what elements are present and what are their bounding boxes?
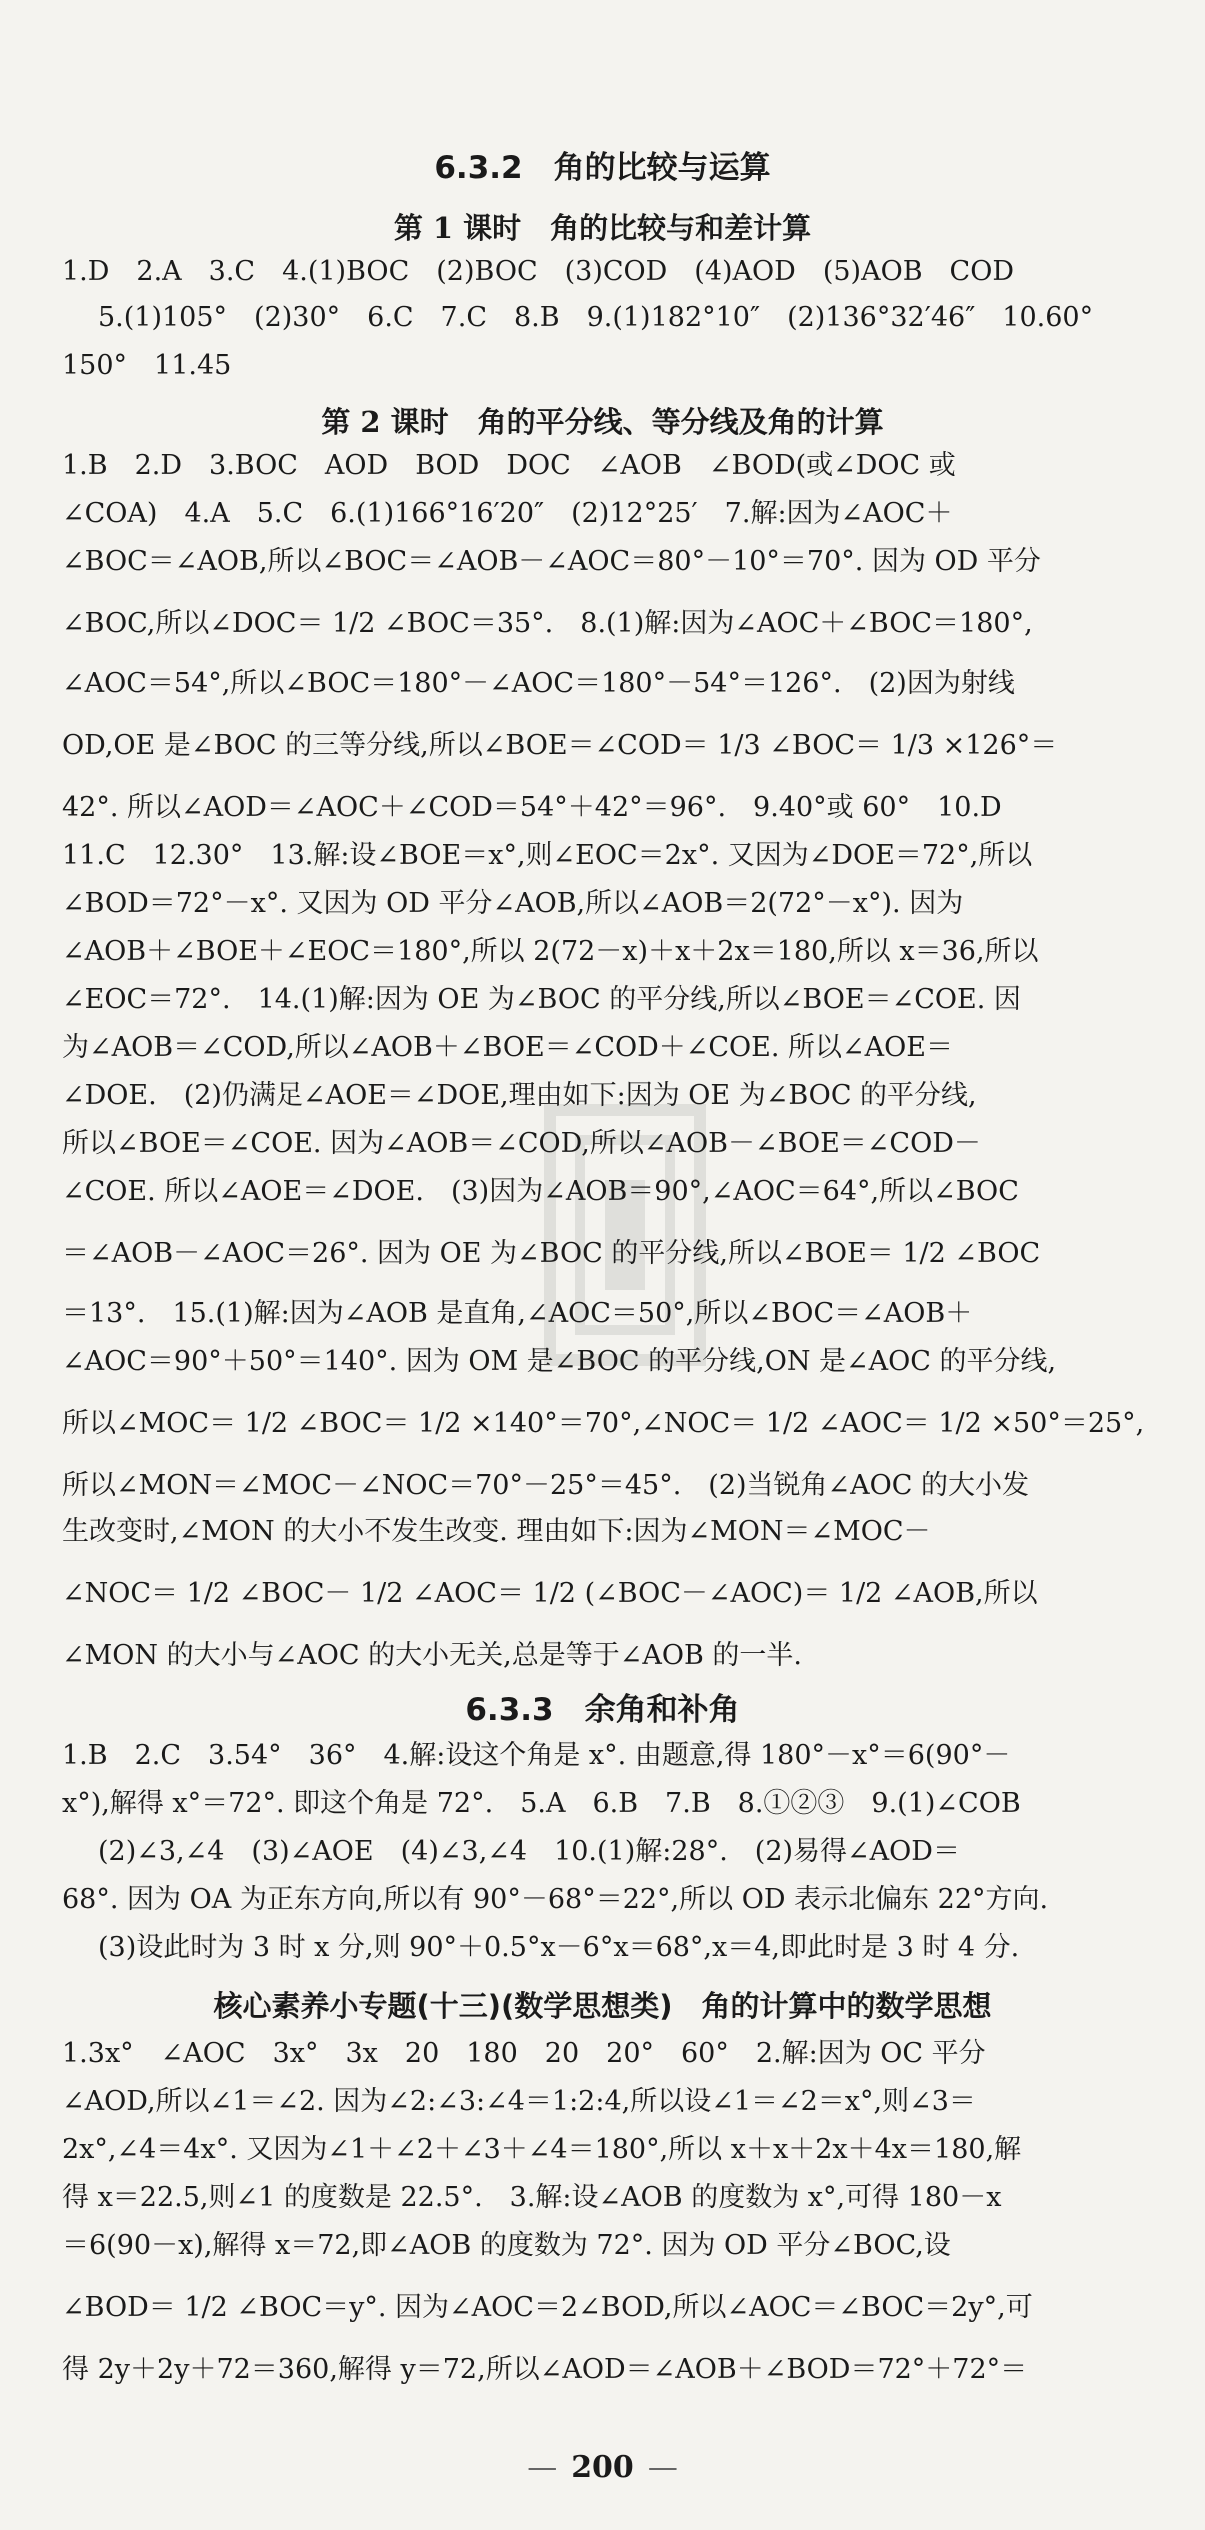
lesson-1-title: 第 1 课时 角的比较与和差计算	[393, 211, 812, 245]
answer-line: 所以∠MON＝∠MOC－∠NOC＝70°－25°＝45°. (2)当锐角∠AOC 的大小发	[62, 1470, 1030, 1501]
answer-line: ∠BOD＝ 1/2 ∠BOC＝y°. 因为∠AOC＝2∠BOD,所以∠AOC＝∠BOC＝2y°,可	[62, 2292, 1033, 2323]
answer-line: 5.(1)105° (2)30° 6.C 7.C 8.B 9.(1)182°10″ (2)136°32′46″ 10.60°	[98, 302, 1094, 333]
special-topic-title: 核心素养小专题(十三)(数学思想类) 角的计算中的数学思想	[213, 1989, 992, 2023]
answer-line: ∠AOB＋∠BOE＋∠EOC＝180°,所以 2(72－x)＋x＋2x＝180,所以 x＝36,所以	[62, 936, 1039, 967]
answer-line: 1.D 2.A 3.C 4.(1)BOC (2)BOC (3)COD (4)AOD (5)AOB COD	[62, 256, 1014, 287]
answer-line: ∠AOD,所以∠1＝∠2. 因为∠2:∠3:∠4＝1:2:4,所以设∠1＝∠2＝x°,则∠3＝	[62, 2086, 976, 2117]
answer-line: x°),解得 x°＝72°. 即这个角是 72°. 5.A 6.B 7.B 8.①②③ 9.(1)∠COB	[62, 1788, 1021, 1819]
answer-line: OD,OE 是∠BOC 的三等分线,所以∠BOE＝∠COD＝ 1/3 ∠BOC＝ 1/3 ×126°＝	[62, 730, 1058, 761]
answer-line: 所以∠MOC＝ 1/2 ∠BOC＝ 1/2 ×140°＝70°,∠NOC＝ 1/2 ∠AOC＝ 1/2 ×50°＝25°,	[62, 1408, 1145, 1439]
answer-line: ∠MON 的大小与∠AOC 的大小无关,总是等于∠AOB 的一半.	[62, 1640, 802, 1671]
answer-line: 1.B 2.C 3.54° 36° 4.解:设这个角是 x°. 由题意,得 180°－x°＝6(90°－	[62, 1740, 1011, 1771]
answer-line: ＝6(90－x),解得 x＝72,即∠AOB 的度数为 72°. 因为 OD 平分∠BOC,设	[62, 2230, 951, 2261]
answer-line: 1.B 2.D 3.BOC AOD BOD DOC ∠AOB ∠BOD(或∠DOC 或	[62, 450, 956, 481]
answer-line: (3)设此时为 3 时 x 分,则 90°＋0.5°x－6°x＝68°,x＝4,即此时是 3 时 4 分.	[98, 1932, 1020, 1963]
answer-line: 得 2y＋2y＋72＝360,解得 y＝72,所以∠AOD＝∠AOB＋∠BOD＝72°＋72°＝	[62, 2354, 1028, 2385]
answer-line: 生改变时,∠MON 的大小不发生改变. 理由如下:因为∠MON＝∠MOC－	[62, 1516, 931, 1547]
answer-line: 150° 11.45	[62, 350, 232, 381]
answer-line: 11.C 12.30° 13.解:设∠BOE＝x°,则∠EOC＝2x°. 又因为∠DOE＝72°,所以	[62, 840, 1033, 871]
answer-line: ∠NOC＝ 1/2 ∠BOC－ 1/2 ∠AOC＝ 1/2 (∠BOC－∠AOC)＝ 1/2 ∠AOB,所以	[62, 1578, 1038, 1609]
answer-line: ∠BOD＝72°－x°. 又因为 OD 平分∠AOB,所以∠AOB＝2(72°－x°). 因为	[62, 888, 964, 919]
section-title-6-3-3: 6.3.3 余角和补角	[465, 1692, 740, 1728]
answer-line: ∠BOC＝∠AOB,所以∠BOC＝∠AOB－∠AOC＝80°－10°＝70°. 因为 OD 平分	[62, 546, 1041, 577]
page-number: — 200 —	[527, 2450, 678, 2485]
answer-line: ∠COA) 4.A 5.C 6.(1)166°16′20″ (2)12°25′ 7.解:因为∠AOC＋	[62, 498, 953, 529]
answer-line: ∠EOC＝72°. 14.(1)解:因为 OE 为∠BOC 的平分线,所以∠BOE＝∠COE. 因	[62, 984, 1021, 1015]
answer-line: 2x°,∠4＝4x°. 又因为∠1＋∠2＋∠3＋∠4＝180°,所以 x＋x＋2x＋4x＝180,解	[62, 2134, 1022, 2165]
answer-line: 42°. 所以∠AOD＝∠AOC＋∠COD＝54°＋42°＝96°. 9.40°或 60° 10.D	[62, 792, 1002, 823]
page-number-value: 200	[571, 2450, 634, 2485]
answer-line: 1.3x° ∠AOC 3x° 3x 20 180 20 20° 60° 2.解:因为 OC 平分	[62, 2038, 986, 2069]
section-title-6-3-2: 6.3.2 角的比较与运算	[434, 150, 771, 186]
answer-line: 为∠AOB＝∠COD,所以∠AOB＋∠BOE＝∠COD＋∠COE. 所以∠AOE＝	[62, 1032, 954, 1063]
answer-line: 68°. 因为 OA 为正东方向,所以有 90°－68°＝22°,所以 OD 表示北偏东 22°方向.	[62, 1884, 1049, 1915]
answer-line: ∠DOE. (2)仍满足∠AOE＝∠DOE,理由如下:因为 OE 为∠BOC 的平分线,	[62, 1080, 977, 1111]
answer-line: ＝∠AOB－∠AOC＝26°. 因为 OE 为∠BOC 的平分线,所以∠BOE＝ 1/2 ∠BOC	[62, 1238, 1041, 1269]
answer-line: ＝13°. 15.(1)解:因为∠AOB 是直角,∠AOC＝50°,所以∠BOC＝∠AOB＋	[62, 1298, 973, 1329]
answer-line: 所以∠BOE＝∠COE. 因为∠AOB＝∠COD,所以∠AOB－∠BOE＝∠COD－	[62, 1128, 981, 1159]
answer-line: (2)∠3,∠4 (3)∠AOE (4)∠3,∠4 10.(1)解:28°. (2)易得∠AOD＝	[98, 1836, 960, 1867]
answer-line: ∠AOC＝90°＋50°＝140°. 因为 OM 是∠BOC 的平分线,ON 是∠AOC 的平分线,	[62, 1346, 1057, 1377]
answer-line: ∠AOC＝54°,所以∠BOC＝180°－∠AOC＝180°－54°＝126°. (2)因为射线	[62, 668, 1015, 699]
lesson-2-title: 第 2 课时 角的平分线、等分线及角的计算	[321, 405, 884, 439]
answer-line: 得 x＝22.5,则∠1 的度数是 22.5°. 3.解:设∠AOB 的度数为 x°,可得 180－x	[62, 2182, 1002, 2213]
answer-line: ∠BOC,所以∠DOC＝ 1/2 ∠BOC＝35°. 8.(1)解:因为∠AOC＋∠BOC＝180°,	[62, 608, 1033, 639]
answer-line: ∠COE. 所以∠AOE＝∠DOE. (3)因为∠AOB＝90°,∠AOC＝64°,所以∠BOC	[62, 1176, 1019, 1207]
